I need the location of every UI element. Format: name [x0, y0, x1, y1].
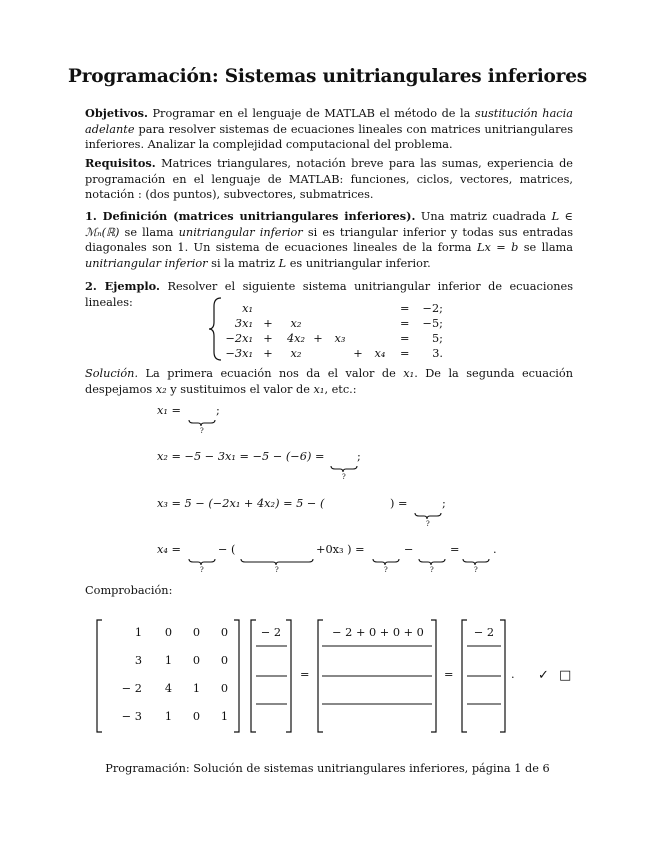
placeholder-question-6: ? [384, 566, 388, 574]
system-row-4-term-7: x₄ [374, 347, 386, 360]
step-1-lhs: x₁ = [157, 404, 181, 417]
objetivos-text-1: Programar en el lenguaje de MATLAB el método de la [152, 107, 471, 120]
solucion-text-2: . De la segunda ecuación despejamos [85, 367, 573, 396]
placeholder-question-4: ? [200, 566, 204, 574]
definicion-text-2: se llama [124, 225, 174, 239]
objetivos-text-2: para resolver sistemas de ecuaciones lineales con matrices unitriangulares inferiores. Analizar la complejidad computacional del problema. [85, 122, 573, 152]
definicion-symbol-L: L [551, 210, 560, 223]
placeholder-question-3: ? [426, 520, 430, 528]
matrix-cell-1-4: 0 [220, 626, 228, 639]
step-1-end: ; [216, 404, 220, 417]
definicion-text-5: si la matriz [211, 256, 276, 270]
step-4-minus2: − [404, 543, 414, 556]
solucion-text-3: y sustituimos el valor de [170, 382, 310, 396]
matrix-left-bracket [97, 620, 102, 732]
matrix-cell-2-3: 0 [192, 654, 200, 667]
definicion-italic-2: unitriangular inferior [85, 256, 208, 270]
equals-sign-2: = [444, 668, 454, 681]
system-row-3-term-5: x₃ [334, 332, 346, 345]
system-row-2-term-2: + [263, 317, 273, 330]
definicion-symbol-set: ∈ ℳₙ(ℝ) [85, 210, 574, 239]
definicion-label: 1. Definición (matrices unitriangulares inferiores). [85, 209, 416, 223]
vec-x-entry-1: − 2 [260, 626, 282, 639]
matrix-cell-3-2: 4 [164, 682, 172, 695]
matrix-cell-1-3: 0 [192, 626, 200, 639]
step-2-end: ; [357, 450, 361, 463]
definicion-italic-1: unitriangular inferior [178, 225, 303, 239]
matrix-cell-3-3: 1 [192, 682, 200, 695]
placeholder-question-8: ? [474, 566, 478, 574]
requisitos-label: Requisitos. [85, 156, 156, 170]
system-row-4-term-3: x₂ [290, 347, 302, 360]
system-row-4-rhs: 3. [432, 347, 443, 360]
placeholder-question-7: ? [430, 566, 434, 574]
step-4-end: . [493, 543, 497, 556]
objetivos-label: Objetivos. [85, 106, 148, 120]
placeholder-question-2: ? [342, 473, 346, 481]
system-row-2-equals: = [400, 317, 410, 330]
objetivos-text-italic: sustitución hacia adelante [85, 107, 573, 136]
ejemplo-label: 2. Ejemplo. [85, 279, 160, 293]
check-icon: ✓ [538, 668, 549, 683]
solucion-x2: x₂ [155, 382, 167, 396]
system-row-4-term-6: + [353, 347, 363, 360]
system-row-2-rhs: −5; [422, 317, 443, 330]
matrix-cell-1-1: 1 [134, 626, 142, 639]
step-4-lhs: x₄ = [157, 543, 181, 556]
matrix-cell-3-4: 0 [220, 682, 228, 695]
vec-prod-entry-1: − 2 + 0 + 0 + 0 [332, 626, 424, 639]
system-row-4-term-2: + [263, 347, 273, 360]
placeholder-question-1: ? [200, 427, 204, 435]
step-4-plus: +0x₃ ) = [316, 543, 365, 556]
definicion-equation: Lx = b [476, 241, 519, 255]
comprobacion-label: Comprobación: [85, 584, 173, 597]
placeholder-question-5: ? [275, 566, 279, 574]
matrix-cell-2-4: 0 [220, 654, 228, 667]
matrix-cell-1-2: 0 [164, 626, 172, 639]
page-title: Programación: Sistemas unitriangulares inferiores [67, 66, 588, 87]
vec-b-entry-1: − 2 [473, 626, 495, 639]
matrix-right-bracket [234, 620, 239, 732]
checkbox-icon: □ [559, 668, 572, 683]
step-4-minus: − ( [218, 543, 236, 556]
system-row-3-term-1: −2x₁ [225, 332, 253, 345]
definicion-text-3: si es triangular inferior y todas sus entradas diagonales son 1. Un sistema de ecuaciones lineales de la forma [85, 225, 573, 255]
period: . [511, 668, 515, 681]
solucion-text-4: , etc.: [324, 382, 357, 396]
matrix-cell-4-2: 1 [164, 710, 172, 723]
system-row-4-equals: = [400, 347, 410, 360]
system-row-1-term-1: x₁ [242, 302, 253, 315]
definicion-text-1: Una matriz cuadrada [420, 210, 547, 223]
matrix-cell-4-3: 0 [192, 710, 200, 723]
ejemplo-text: Resolver el siguiente sistema unitriangular inferior de ecuaciones lineales: [85, 280, 574, 309]
system-row-3-rhs: 5; [432, 332, 443, 345]
system-row-2-term-1: 3x₁ [234, 317, 253, 330]
step-2-expr: x₂ = −5 − 3x₁ = −5 − (−6) = [157, 450, 325, 463]
solucion-x1b: x₁ [313, 382, 325, 396]
definicion-text-4: se llama [523, 241, 574, 255]
solucion-x1: x₁ [403, 367, 415, 380]
equals-sign-1: = [300, 668, 310, 681]
definicion-text-6: es unitriangular inferior. [289, 256, 431, 270]
step-3-expr: x₃ = 5 − (−2x₁ + 4x₂) = 5 − ( [157, 497, 325, 510]
requisitos-text: Matrices triangulares, notación breve para las sumas, experiencia de programación en el lenguaje de MATLAB: funciones, ciclos, vectores, matrices, notación : (dos puntos), subvectores, submatrices. [85, 157, 573, 202]
solucion-label: Solución. [85, 367, 139, 380]
solucion-text-1: La primera ecuación nos da el valor de [145, 367, 396, 380]
system-row-2-term-3: x₂ [290, 317, 302, 330]
system-row-4-term-1: −3x₁ [225, 347, 253, 360]
system-row-3-equals: = [400, 332, 410, 345]
matrix-cell-3-1: − 2 [121, 682, 142, 695]
system-row-3-term-3: 4x₂ [286, 332, 306, 345]
page-footer: Programación: Solución de sistemas unitriangulares inferiores, página 1 de 6 [105, 762, 550, 775]
system-row-1-rhs: −2; [422, 302, 443, 315]
matrix-cell-2-2: 1 [164, 654, 172, 667]
system-row-3-term-4: + [313, 332, 323, 345]
matrix-cell-4-4: 1 [220, 710, 228, 723]
matrix-cell-4-1: − 3 [121, 710, 142, 723]
system-row-1-equals: = [400, 302, 410, 315]
definicion-symbol-L2: L [278, 256, 287, 270]
step-3-end: ; [442, 497, 446, 510]
step-3-expr-b: ) = [390, 497, 408, 510]
system-row-3-term-2: + [263, 332, 273, 345]
step-4-eq: = [450, 543, 460, 556]
matrix-cell-2-1: 3 [134, 654, 142, 667]
